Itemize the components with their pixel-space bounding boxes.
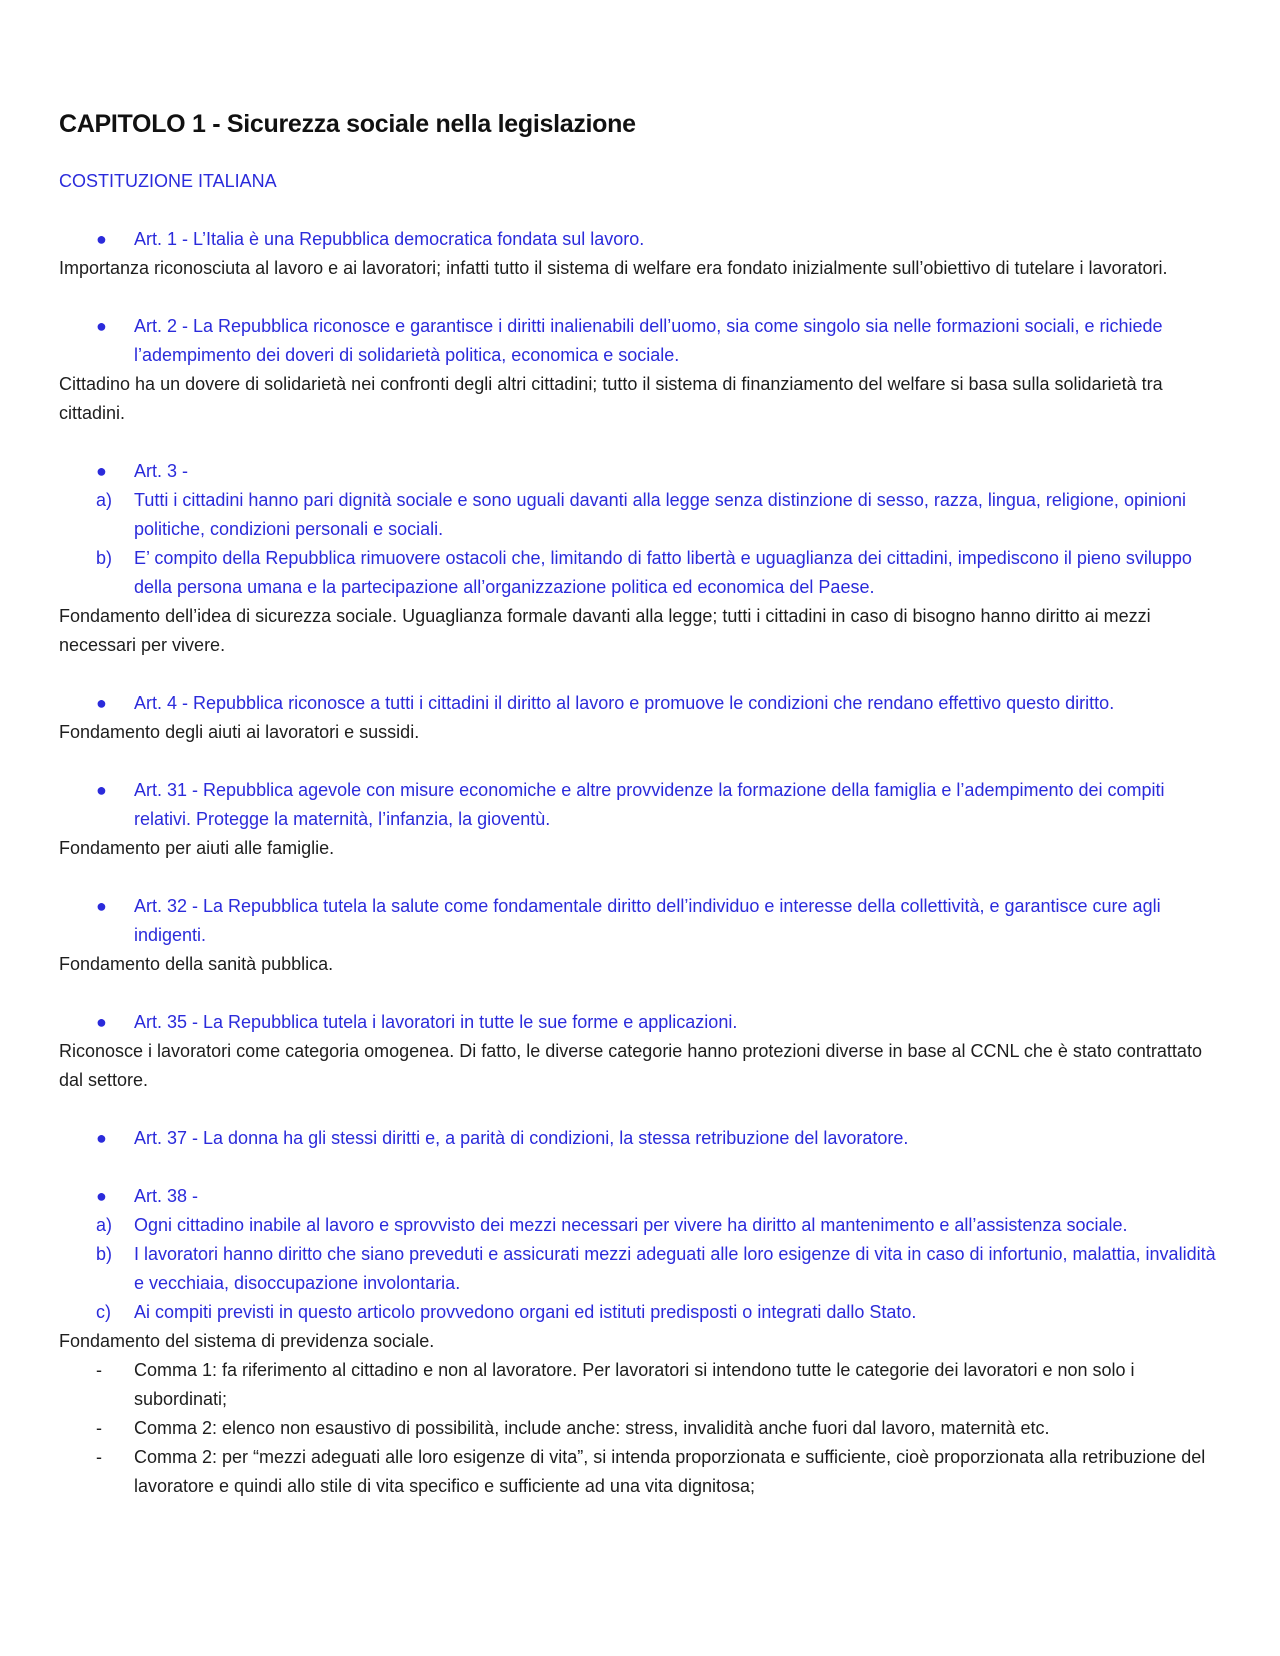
clause-text: Ogni cittadino inabile al lavoro e sprovvisto dei mezzi necessari per vivere ha diritto al mantenimento e all’assistenza sociale. xyxy=(134,1215,1128,1235)
section-heading: COSTITUZIONE ITALIANA xyxy=(59,171,277,191)
list-item xyxy=(59,1240,1224,1298)
list-letter: a) xyxy=(96,490,113,510)
article-32 xyxy=(59,892,1224,979)
list-item xyxy=(59,1443,1224,1501)
article-note: Fondamento dell’idea di sicurezza sociale. Uguaglianza formale davanti alla legge; tutti i cittadini in caso di bisogno hanno diritto ai mezzi necessari per vivere. xyxy=(59,606,1151,655)
bullet-icon: ● xyxy=(96,316,107,336)
clause-text: I lavoratori hanno diritto che siano preveduti e assicurati mezzi adeguati alle loro esigenze di vita in caso di infortunio, malattia, invalidità e vecchiaia, disoccupazione involontaria. xyxy=(134,1244,1216,1293)
article-text: Art. 2 - La Repubblica riconosce e garantisce i diritti inalienabili dell’uomo, sia come singolo sia nelle formazioni sociali, e richiede l’adempimento dei doveri di solidarietà politica, economica e sociale. xyxy=(134,316,1163,365)
dash-icon: - xyxy=(96,1418,102,1438)
bullet-icon: ● xyxy=(96,1012,107,1032)
article-3 xyxy=(59,457,1224,660)
article-text: Art. 32 - La Repubblica tutela la salute come fondamentale diritto dell’individuo e interesse della collettività, e garantisce cure agli indigenti. xyxy=(134,896,1161,945)
article-31 xyxy=(59,776,1224,863)
bullet-icon: ● xyxy=(96,693,107,713)
bullet-icon: ● xyxy=(96,1128,107,1148)
article-37 xyxy=(59,1124,1224,1153)
list-item xyxy=(59,776,1224,834)
comment-text: Comma 2: per “mezzi adeguati alle loro esigenze di vita”, si intenda proporzionata e sufficiente, cioè proporzionata alla retribuzione del lavoratore e quindi allo stile di vita specifico e sufficiente ad una vita dignitosa; xyxy=(134,1447,1206,1496)
article-38 xyxy=(59,1182,1224,1501)
article-note: Fondamento degli aiuti ai lavoratori e sussidi. xyxy=(59,722,420,742)
article-text: Art. 4 - Repubblica riconosce a tutti i cittadini il diritto al lavoro e promuove le condizioni che rendano effettivo questo diritto. xyxy=(134,693,1115,713)
comment-text: Comma 2: elenco non esaustivo di possibilità, include anche: stress, invalidità anche fuori dal lavoro, maternità etc. xyxy=(134,1418,1050,1438)
dash-icon: - xyxy=(96,1447,102,1467)
list-item xyxy=(59,892,1224,950)
article-note: Cittadino ha un dovere di solidarietà nei confronti degli altri cittadini; tutto il sistema di finanziamento del welfare si basa sulla solidarietà tra cittadini. xyxy=(59,374,1163,423)
list-letter: b) xyxy=(96,1244,113,1264)
list-item xyxy=(59,1008,1224,1037)
article-text: Art. 38 - xyxy=(134,1186,199,1206)
bullet-icon: ● xyxy=(96,896,107,916)
list-item xyxy=(59,1124,1224,1153)
list-item xyxy=(59,689,1224,718)
list-item xyxy=(59,225,1224,254)
chapter-title: CAPITOLO 1 - Sicurezza sociale nella legislazione xyxy=(59,110,636,138)
bullet-icon: ● xyxy=(96,461,107,481)
bullet-icon: ● xyxy=(96,780,107,800)
comment-text: Comma 1: fa riferimento al cittadino e non al lavoratore. Per lavoratori si intendono tutte le categorie dei lavoratori e non solo i subordinati; xyxy=(134,1360,1135,1409)
list-item xyxy=(59,457,1224,486)
article-text: Art. 3 - xyxy=(134,461,189,481)
list-letter: c) xyxy=(96,1302,111,1322)
article-text: Art. 31 - Repubblica agevole con misure economiche e altre provvidenze la formazione della famiglia e l’adempimento dei compiti relativi. Protegge la maternità, l’infanzia, la gioventù. xyxy=(134,780,1165,829)
article-note: Importanza riconosciuta al lavoro e ai lavoratori; infatti tutto il sistema di welfare era fondato inizialmente sull’obiettivo di tutelare i lavoratori. xyxy=(59,258,1168,278)
list-item xyxy=(59,1298,1224,1327)
list-letter: a) xyxy=(96,1215,113,1235)
list-item xyxy=(59,1356,1224,1414)
clause-text: Tutti i cittadini hanno pari dignità sociale e sono uguali davanti alla legge senza distinzione di sesso, razza, lingua, religione, opinioni politiche, condizioni personali e sociali. xyxy=(134,490,1186,539)
article-2 xyxy=(59,312,1224,428)
clause-text: E’ compito della Repubblica rimuovere ostacoli che, limitando di fatto libertà e uguaglianza dei cittadini, impediscono il pieno sviluppo della persona umana e la partecipazione all’organizzazione politica ed economica del Paese. xyxy=(134,548,1192,597)
dash-icon: - xyxy=(96,1360,102,1380)
list-item xyxy=(59,544,1224,602)
list-item xyxy=(59,1414,1224,1443)
list-letter: b) xyxy=(96,548,113,568)
bullet-icon: ● xyxy=(96,1186,107,1206)
clause-text: Ai compiti previsti in questo articolo provvedono organi ed istituti predisposti o integrati dallo Stato. xyxy=(134,1302,917,1322)
list-item xyxy=(59,1182,1224,1211)
article-text: Art. 35 - La Repubblica tutela i lavoratori in tutte le sue forme e applicazioni. xyxy=(134,1012,738,1032)
article-note: Fondamento per aiuti alle famiglie. xyxy=(59,838,335,858)
article-text: Art. 37 - La donna ha gli stessi diritti e, a parità di condizioni, la stessa retribuzione del lavoratore. xyxy=(134,1128,909,1148)
list-item xyxy=(59,1211,1224,1240)
article-1 xyxy=(59,225,1224,283)
article-note: Riconosce i lavoratori come categoria omogenea. Di fatto, le diverse categorie hanno protezioni diverse in base al CCNL che è stato contrattato dal settore. xyxy=(59,1041,1202,1090)
article-4 xyxy=(59,689,1224,747)
article-note: Fondamento del sistema di previdenza sociale. xyxy=(59,1331,435,1351)
bullet-icon: ● xyxy=(96,229,107,249)
article-35 xyxy=(59,1008,1224,1095)
article-text: Art. 1 - L’Italia è una Repubblica democratica fondata sul lavoro. xyxy=(134,229,645,249)
list-item xyxy=(59,312,1224,370)
list-item xyxy=(59,486,1224,544)
article-note: Fondamento della sanità pubblica. xyxy=(59,954,334,974)
document-page xyxy=(59,107,1224,1501)
